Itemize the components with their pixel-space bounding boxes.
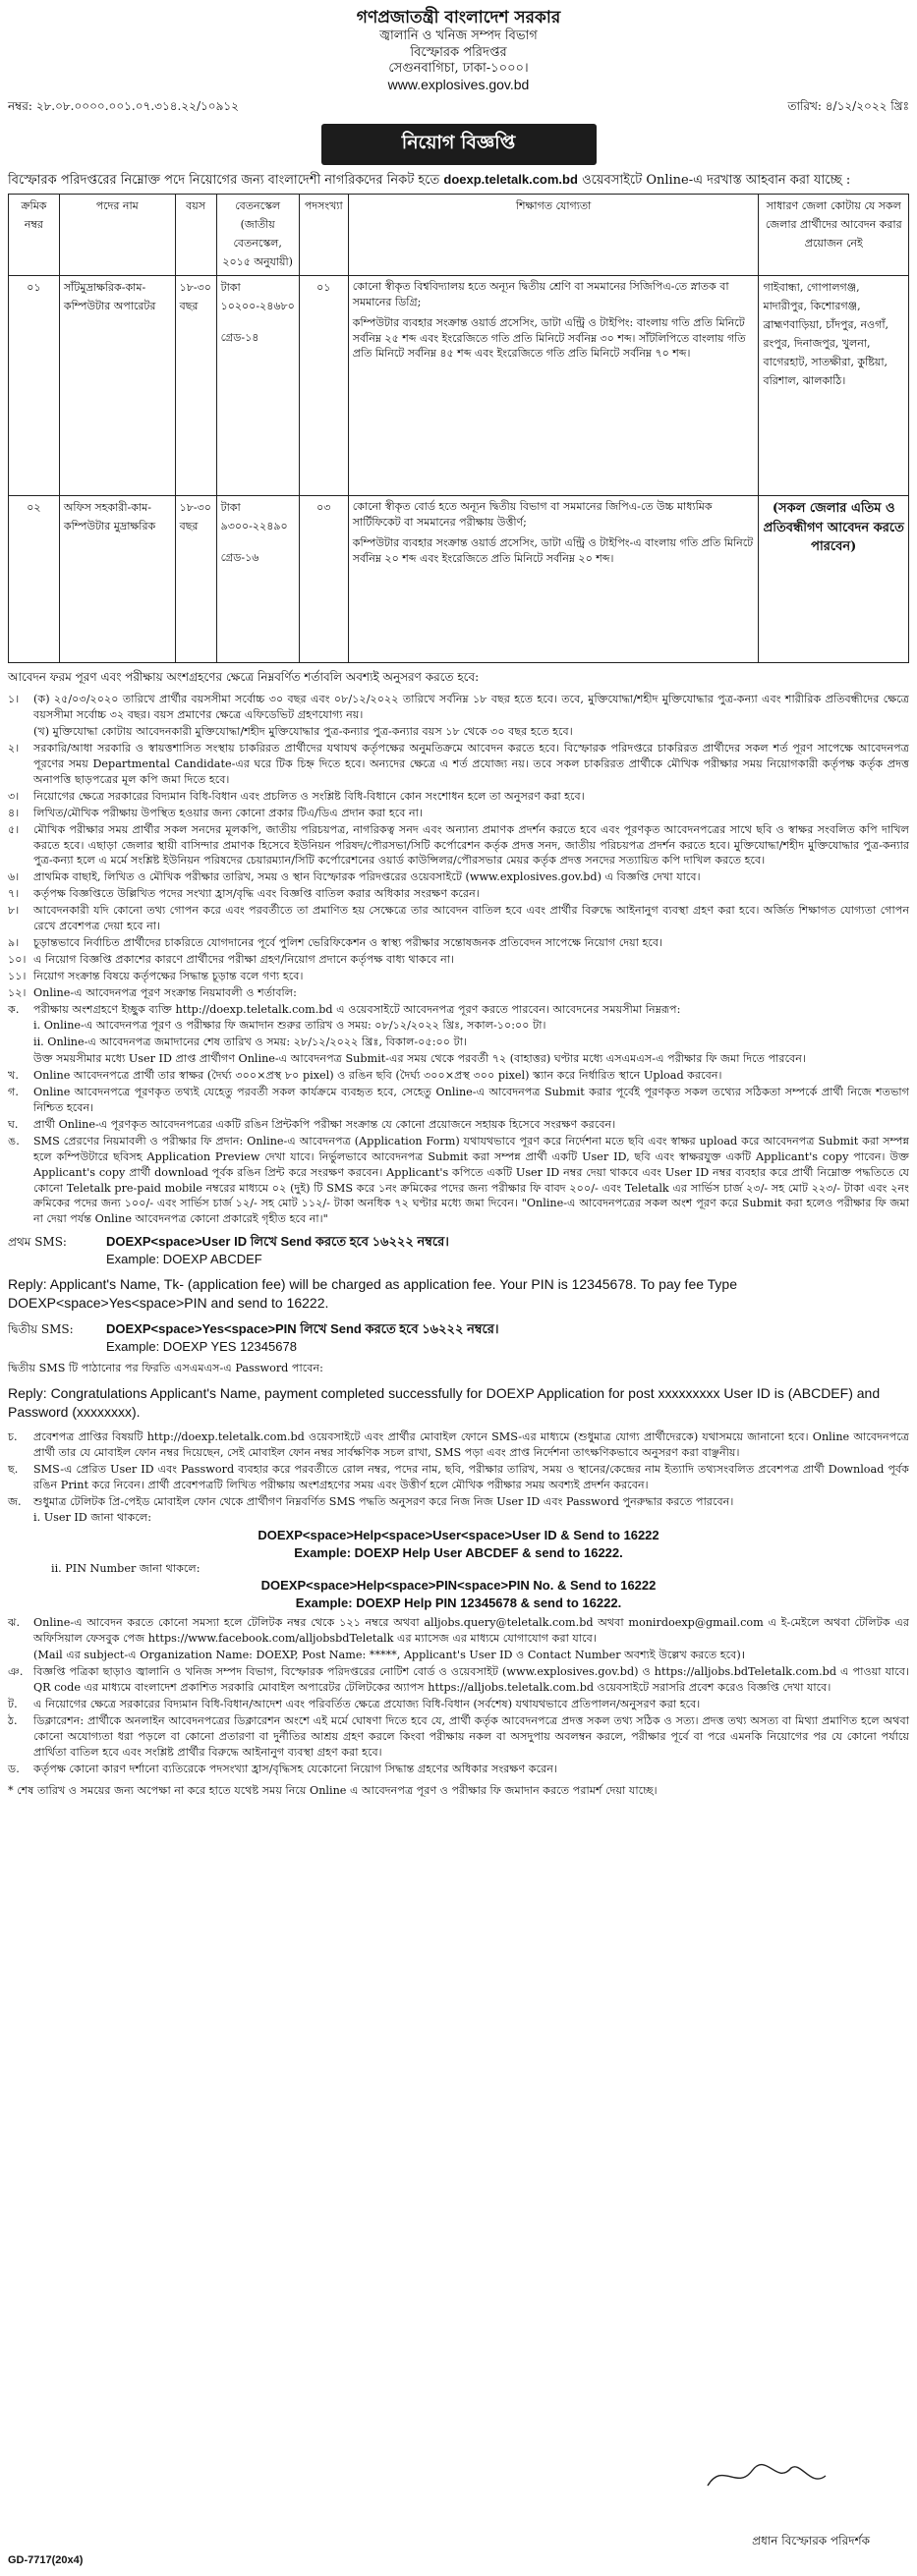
qualification-education: কোনো স্বীকৃত বিশ্ববিদ্যালয় হতে অন্যূন দ্বিতীয় শ্রেণি বা সমমানের সিজিপিএ-তে স্নাতক বা সমমানের ডিগ্রি; [352, 280, 729, 308]
memo-line [8, 98, 909, 118]
list-item-text: ডিক্লারেশন: প্রার্থীকে অনলাইন আবেদনপত্রের ডিক্লারেশন অংশে এই মর্মে ঘোষণা দিতে হবে যে, প্রার্থী কর্তৃক আবেদনপত্রে প্রদত্ত সকল তথ্য সঠিক ও সত্য। প্রদত্ত তথ্য অসত্য বা মিথ্যা প্রমাণিত হলে অথবা কোনো অযোগ্যতা ধরা পড়লে বা কোনো প্রতারণা বা দুর্নীতির আশ্রয় গ্রহণ করলে কিংবা পরীক্ষায় নকল বা অসদুপায় অবলম্বন করলে, পরীক্ষার পূর্বে বা পরে এমনকি নিয়োগের পর যে কোনো পর্যায়ে প্রার্থিতা বাতিল হবে এবং সংশ্লিষ্ট প্রার্থীর বিরুদ্ধে আইনানুগ ব্যবস্থা গ্রহণ করা হবে। [33, 1713, 909, 1759]
closing-note: * শেষ তারিখ ও সময়ের জন্য অপেক্ষা না করে হাতে যথেষ্ট সময় নিয়ে Online এ আবেদনপত্র পূরণ ও পরীক্ষার ফি জমাদান করতে পরামর্শ দেয়া যাচ্ছে। [8, 1783, 658, 1797]
list-item [8, 1664, 909, 1696]
pin-recovery-label: ii. PIN Number জানা থাকলে: [51, 1562, 201, 1576]
list-item [8, 741, 909, 788]
list-item-number [8, 724, 33, 740]
list-item [8, 1713, 909, 1761]
list-item-number [8, 1018, 33, 1034]
conditions-title: আবেদন ফরম পূরণ এবং পরীক্ষায় অংশগ্রহণের ক্ষেত্রে নিম্নবর্ণিত শর্তাবলি অবশ্যই অনুসরণ করতে হবে: [8, 670, 480, 685]
list-item-number: ঝ. [8, 1616, 21, 1630]
list-item [8, 1051, 909, 1067]
user-id-recovery-example: Example: DOEXP Help User ABCDEF & send to 16222. [294, 1544, 623, 1560]
list-item-number: খ. [8, 1069, 19, 1083]
list-item [8, 1134, 909, 1227]
conditions-list [8, 692, 909, 1227]
qualification-computer: কম্পিউটার ব্যবহার সংক্রান্ত ওয়ার্ড প্রসেসিং, ডাটা এন্ট্রি ও টাইপিং-এ বাংলায় গতি প্রতি মিনিটে সর্বনিম্ন ২০ শব্দ এবং ইংরেজিতে প্রতি মিনিটে সর্বনিম্ন ২০ শব্দ। [352, 536, 754, 565]
list-item-text: SMS প্রেরণের নিয়মাবলী ও পরীক্ষার ফি প্রদান: Online-এ আবেদনপত্র (Application Form) যথাযথভাবে পূরণ করে নির্দেশনা মতে ছবি এবং স্বাক্ষর upload করে আবেদনপত্র Submit করা সম্পন্ন হলে কম্পিউটারে ছবিসহ Application Preview দেখা যাবে। নির্ভুলভাবে আবেদনপত্র Submit করা সম্পন্ন প্রার্থী একটি User ID, ছবি এবং স্বাক্ষরযুক্ত একটি Applicant's copy পাবেন। উক্ত Applicant's copy প্রার্থী download পূর্বক রঙিন প্রিন্ট করে সংরক্ষণ করবেন। Applicant's কপিতে একটি User ID নম্বর দেয়া থাকবে এবং User ID নম্বর ব্যবহার করে প্রার্থী নিম্নোক্ত পদ্ধতিতে যে কোনো Teletalk pre-paid mobile নম্বরের মাধ্যমে ০২ (দুই) টি SMS করে ১নং ক্রমিকের পদের জন্য পরীক্ষার ফি বাবদ ২০০/- এবং Teletalk এর সার্ভিস চার্জ ২৩/- সহ মোট ২২৩/- টাকা এবং ২নং ক্রমিকের পদের জন্য ১০০/- এবং সার্ভিস চার্জ ১২/- সহ মোট ১১২/- টাকা অনধিক ৭২ ঘণ্টার মধ্যে জমা দিবেন। "Online-এ আবেদনপত্রের সকল অংশ পূরণ করে Submit করা হলেও পরীক্ষার ফি জমা না দেয়া পর্যন্ত Online আবেদনপত্র কোনো প্রকারেই গৃহীত হবে না।" [33, 1134, 909, 1226]
list-item [8, 692, 909, 723]
first-sms-text: DOEXP<space>User ID লিখে Send করতে হবে ১৬২২২ নম্বরে। [106, 1234, 449, 1250]
signature [703, 2456, 870, 2495]
list-item-number: ১২। [8, 985, 27, 999]
list-item [8, 1762, 909, 1777]
list-item-text: লিখিত/মৌখিক পরীক্ষায় উপস্থিত হওয়ার জন্য কোনো প্রকার টিএ/ডিএ প্রদান করা হবে না। [33, 806, 423, 819]
list-item-number: জ. [8, 1494, 22, 1508]
table-row [9, 496, 909, 663]
pin-recovery-code: DOEXP<space>Help<space>PIN<space>PIN No. & Send to 16222 [260, 1578, 657, 1594]
intro-text-before: বিস্ফোরক পরিদপ্তরের নিম্নোক্ত পদে নিয়োগের জন্য বাংলাদেশী নাগরিকদের নিকট হতে [8, 172, 440, 188]
second-sms-note: দ্বিতীয় SMS টি পাঠানোর পর ফিরতি এসএমএস-এ Password পাবেন: [8, 1362, 323, 1375]
list-item [8, 1085, 909, 1116]
list-item-number: ড. [8, 1762, 20, 1775]
second-sms-reply: Reply: Congratulations Applicant's Name, payment completed successfully for DOEXP Application for post xxxxxxxxx User ID is (ABCDEF) and Password (xxxxxxxx). [8, 1385, 881, 1421]
list-item-number: ৭। [8, 887, 20, 901]
list-item-text: নিয়োগ সংক্রান্ত বিষয়ে কর্তৃপক্ষের সিদ্ধান্ত চূড়ান্ত বলে গণ্য হবে। [33, 969, 304, 982]
list-item-text: প্রার্থী Online-এ পূরণকৃত আবেদনপত্রের একটি রঙিন প্রিন্টকপি পরীক্ষা সংক্রান্ত যে কোনো প্রয়োজনে সহায়ক হিসেবে সংরক্ষণ করবেন। [33, 1117, 616, 1131]
list-item-number: ঘ. [8, 1117, 19, 1131]
col-districts: সাধারণ জেলা কোটায় যে সকল জেলার প্রার্থীদের আবেদন করার প্রয়োজন নেই [759, 195, 909, 276]
govt-name: গণপ্রজাতন্ত্রী বাংলাদেশ সরকার [356, 8, 561, 28]
list-item-text: পরীক্ষায় অংশগ্রহণে ইচ্ছুক ব্যক্তি http://doexp.teletalk.com.bd এ ওয়েবসাইটে আবেদনপত্র পূরণ করতে পারবেন। আবেদনের সময়সীমা নিম্নরূপ: [33, 1002, 681, 1016]
list-item [8, 935, 909, 951]
list-item-text: ii. Online-এ আবেদনপত্র জমাদানের শেষ তারিখ ও সময়: ২৮/১২/২০২২ খ্রিঃ, বিকাল-০৫:০০ টা। [33, 1036, 467, 1049]
page-title: নিয়োগ বিজ্ঞপ্তি [321, 124, 597, 165]
list-item-number [8, 1648, 33, 1663]
list-item-text: i. User ID জানা থাকলে: [33, 1511, 151, 1525]
list-item [8, 903, 909, 934]
conditions-list-2 [8, 1429, 909, 1526]
list-item [8, 1462, 909, 1493]
list-item-text: বিজ্ঞপ্তি পত্রিকা ছাড়াও জ্বালানি ও খনিজ সম্পদ বিভাগ, বিস্ফোরক পরিদপ্তরের নোটিশ বোর্ড ও ওয়েবসাইট (www.explosives.gov.bd) ও https://alljobs.bdTeletalk.com.bd এ পাওয়া যাবে। QR code এর মাধ্যমে বাংলাদেশ প্রকাশিত সরকারি মোবাইল অপারেটর টেলিটকের অ্যাপস https://alljobs.teletalk.com.bd ওয়েবসাইটে সরাসরি প্রবেশ করেও বিজ্ঞপ্তি দেখা যাবে। [33, 1665, 909, 1695]
list-item-number: ট. [8, 1697, 18, 1710]
header [8, 8, 909, 94]
list-item-text: (Mail এর subject-এ Organization Name: DOEXP, Post Name: *****, Applicant's User ID ও Contact Number অবশ্যই উল্লেখ করতে হবে)। [33, 1649, 745, 1662]
cell-serial: ০২ [9, 496, 60, 663]
memo-date: তারিখ: ৪/১২/২০২২ খ্রিঃ [787, 98, 909, 113]
list-item [8, 822, 909, 869]
list-item-text: প্রবেশপত্র প্রাপ্তির বিষয়টি http://doexp.teletalk.com.bd ওয়েবসাইটে এবং প্রার্থীর মোবাইল ফোনে SMS-এর মাধ্যমে (শুধুমাত্র যোগ্য প্রার্থীদেরকে) যথাসময়ে জানানো হবে। Online আবেদনপত্রে প্রার্থী তার যে মোবাইল ফোন নম্বর দিয়েছেন, সেই মোবাইল ফোন নম্বর সার্বক্ষণিক সচল রাখা, SMS পড়া এবং প্রাপ্ত নির্দেশনা তাৎক্ষণিকভাবে অনুসরণ করা বাঞ্ছনীয়। [33, 1429, 909, 1459]
list-item [8, 1494, 909, 1510]
cell-serial: ০১ [9, 276, 60, 496]
intro-link[interactable]: doexp.teletalk.com.bd [443, 171, 578, 187]
list-item [8, 1429, 909, 1461]
list-item-number: ৯। [8, 935, 20, 949]
list-item-text: Online আবেদনপত্রে পূরণকৃত তথ্যই যেহেতু পরবর্তী সকল কার্যক্রমে ব্যবহৃত হবে, সেহেতু Online-এ আবেদনপত্র Submit করার পূর্বেই পূরণকৃত সকল তথ্যের সঠিকতা সম্পর্কে প্রার্থী নিজে শতভাগ নিশ্চিত হবেন। [33, 1086, 909, 1114]
list-item-text: (খ) মুক্তিযোদ্ধা কোটায় আবেদনকারী মুক্তিযোদ্ধা/শহীদ মুক্তিযোদ্ধার পুত্র-কন্যার পুত্র-কন্যার বয়স ১৮ থেকে ৩০ বছর হতে হবে। [33, 725, 573, 739]
list-item-text: Online-এ আবেদনপত্র পূরণ সংক্রান্ত নিয়মাবলী ও শর্তাবলি: [33, 985, 297, 999]
cell-post: সাঁটমুদ্রাক্ষরিক-কাম-কম্পিউটার অপারেটর [59, 276, 175, 496]
notice-page [8, 0, 909, 2566]
col-qualification: শিক্ষাগত যোগ্যতা [348, 195, 759, 276]
first-sms-block [8, 1233, 909, 1267]
list-item-text: নিয়োগের ক্ষেত্রে সরকারের বিদ্যমান বিধি-বিধান এবং প্রচলিত ও সংশ্লিষ্ট বিধি-বিধানে কোন সংশোধন হলে তা অনুসরণ করা হবে। [33, 789, 585, 803]
list-item-text: কর্তৃপক্ষ কোনো কারণ দর্শানো ব্যতিরেকে পদসংখ্যা হ্রাস/বৃদ্ধিসহ যেকোনো নিয়োগ সিদ্ধান্ত গ্রহণের অধিকার সংরক্ষণ করেন। [33, 1762, 557, 1775]
table-row [9, 276, 909, 496]
list-item-text: কর্তৃপক্ষ বিজ্ঞপ্তিতে উল্লিখিত পদের সংখ্যা হ্রাস/বৃদ্ধি এবং বিজ্ঞপ্তি বাতিল করার অধিকার সংরক্ষণ করেন। [33, 887, 480, 901]
cell-post: অফিস সহকারী-কাম-কম্পিউটার মুদ্রাক্ষরিক [59, 496, 175, 663]
list-item-number [8, 1510, 33, 1526]
first-sms-label: প্রথম SMS: [8, 1235, 67, 1250]
website[interactable]: www.explosives.gov.bd [387, 77, 530, 92]
list-item [8, 869, 909, 885]
list-item [8, 789, 909, 805]
list-item [8, 806, 909, 821]
col-count: পদসংখ্যা [299, 195, 348, 276]
list-item-text: এ নিয়োগ বিজ্ঞপ্তি প্রকাশের কারণে প্রার্থীদের পরীক্ষা গ্রহণ/নিয়োগ প্রদানে কর্তৃপক্ষ বাধ্য থাকবে না। [33, 952, 455, 966]
scale-grade: গ্রেড-১৬ [220, 551, 259, 565]
scale-amount: টাকা ১০২০০-২৪৬৮০ [220, 281, 295, 313]
list-item [8, 952, 909, 968]
list-item [8, 1068, 909, 1084]
list-item [8, 1018, 909, 1034]
col-serial: ক্রমিক নম্বর [9, 195, 60, 276]
list-item [8, 1117, 909, 1133]
cell-scale [216, 276, 299, 496]
list-item-number: ঠ. [8, 1713, 18, 1727]
list-item-text: প্রাথমিক বাছাই, লিখিত ও মৌখিক পরীক্ষার তারিখ, সময় ও স্থান বিস্ফোরক পরিদপ্তরের ওয়েবসাইটে (www.explosives.gov.bd) এ বিজ্ঞপ্তি দেখা যাবে। [33, 870, 701, 884]
cell-scale [216, 496, 299, 663]
scale-amount: টাকা ৯৩০০-২২৪৯০ [220, 501, 288, 533]
list-item [8, 1035, 909, 1050]
second-sms-example: Example: DOEXP YES 12345678 [106, 1338, 297, 1354]
list-item-number: ঞ. [8, 1665, 24, 1679]
list-item-text: (ক) ২৫/০৩/২০২০ তারিখে প্রার্থীর বয়সসীমা সর্বোচ্চ ৩০ বছর এবং ০৮/১২/২০২২ তারিখে সর্বনিম্ন ১৮ বছর হতে হবে। তবে, মুক্তিযোদ্ধা/শহীদ মুক্তিযোদ্ধার পুত্র-কন্যা এবং শারীরিক প্রতিবন্ধীদের ক্ষেত্রে বয়সসীমা সর্বোচ্চ ৩২ বছর। বয়স প্রমাণের ক্ষেত্রে এফিডেভিট গ্রহণযোগ্য নয়। [33, 693, 909, 722]
qualification-computer: কম্পিউটার ব্যবহার সংক্রান্ত ওয়ার্ড প্রসেসিং, ডাটা এন্ট্রি ও টাইপিং: বাংলায় গতি প্রতি মিনিটে সর্বনিম্ন ২৫ শব্দ এবং ইংরেজিতে গতি প্রতি মিনিটে সর্বনিম্ন ৩০ শব্দ। সাঁটলিপিতে বাংলায় গতি প্রতি মিনিটে সর্বনিম্ন ৪৫ শব্দ এবং ইংরেজিতে গতি প্রতি মিনিটে সর্বনিম্ন ৭০ শব্দ। [352, 316, 746, 360]
list-item-text: আবেদনকারী যদি কোনো তথ্য গোপন করে এবং পরবর্তীতে তা প্রমাণিত হয় সেক্ষেত্রে তার আবেদন বাতিল হবে এবং প্রার্থীর বিরুদ্ধে আইনানুগ ব্যবস্থা গ্রহণ করা হবে। অর্জিত শিক্ষাগত যোগ্যতা গোপন রেখে প্রবেশপত্র দেয়া হবে না। [33, 904, 909, 933]
list-item-number: ৪। [8, 806, 20, 819]
first-sms-example: Example: DOEXP ABCDEF [106, 1251, 262, 1266]
list-item [8, 1615, 909, 1647]
list-item [8, 1002, 909, 1018]
office-name: বিস্ফোরক পরিদপ্তর [410, 44, 507, 60]
scale-grade: গ্রেড-১৪ [220, 331, 259, 345]
list-item-number: ৩। [8, 789, 20, 803]
designation: প্রধান বিস্ফোরক পরিদর্শক [752, 2534, 870, 2548]
first-sms-reply: Reply: Applicant's Name, Tk- (application fee) will be charged as application fee. Your PIN is 12345678. To pay fee Type DOEXP<space>Yes<space>PIN and send to 16222. [8, 1276, 738, 1312]
list-item [8, 1510, 909, 1526]
cell-districts: (সকল জেলার এতিম ও প্রতিবন্ধীগণ আবেদন করতে পারবেন) [759, 496, 909, 663]
list-item [8, 1648, 909, 1663]
list-item-number [8, 1035, 33, 1050]
list-item [8, 724, 909, 740]
list-item-number: ছ. [8, 1462, 19, 1476]
list-item-text: Online-এ আবেদন করতে কোনো সমস্যা হলে টেলিটক নম্বর থেকে ১২১ নম্বরে অথবা alljobs.query@teletalk.com.bd অথবা monirdoexp@gmail.com এ ই-মেইলে অথবা টেলিটক এর অফিসিয়াল ফেসবুক পেজ https://www.facebook.com/alljobsbdTeletalk এর ম্যাসেজ এর মাধ্যমে যোগাযোগ করা যাবে। [33, 1616, 909, 1646]
list-item [8, 1697, 909, 1712]
cell-qualification [348, 276, 759, 496]
col-post: পদের নাম [59, 195, 175, 276]
division-name: জ্বালানি ও খনিজ সম্পদ বিভাগ [379, 28, 538, 44]
list-item-number: ১০। [8, 952, 27, 966]
table-header-row [9, 195, 909, 276]
list-item-text: উক্ত সময়সীমার মধ্যে User ID প্রাপ্ত প্রার্থীগণ Online-এ আবেদনপত্র Submit-এর সময় থেকে পরবর্তী ৭২ (বাহাত্তর) ঘণ্টার মধ্যে এসএমএস-এ পরীক্ষার ফি জমা দিতে পারবেন। [33, 1052, 806, 1066]
cell-districts: গাইবান্ধা, গোপালগঞ্জ, মাদারীপুর, কিশোরগঞ্জ, ব্রাহ্মণবাড়িয়া, চাঁদপুর, নওগাঁ, রংপুর, দিনাজপুর, খুলনা, বাগেরহাট, সাতক্ষীরা, কুষ্টিয়া, বরিশাল, ঝালকাঠি। [759, 276, 909, 496]
list-item-text: চূড়ান্তভাবে নির্বাচিত প্রার্থীদের চাকরিতে যোগদানের পূর্বে পুলিশ ভেরিফিকেশন ও স্বাস্থ্য পরীক্ষার সন্তোষজনক প্রতিবেদন সাপেক্ষে নিয়োগ দেয়া হবে। [33, 935, 663, 949]
list-item-number [8, 1051, 33, 1067]
list-item [8, 985, 909, 1001]
posts-table [8, 194, 909, 663]
list-item-number: ৮। [8, 904, 20, 918]
second-sms-block [8, 1320, 909, 1355]
list-item [8, 886, 909, 902]
list-item-number: গ. [8, 1086, 19, 1099]
cell-count: ০১ [299, 276, 348, 496]
cell-count: ০৩ [299, 496, 348, 663]
list-item-number: ক. [8, 1002, 20, 1016]
intro-paragraph [8, 171, 909, 191]
list-item-text: সরকারি/আধা সরকারি ও স্বায়ত্তশাসিত সংস্থায় চাকরিরত প্রার্থীদের যথাযথ কর্তৃপক্ষের অনুমতিক্রমে আবেদন করতে হবে। বিস্ফোরক পরিদপ্তরে চাকরিরত প্রার্থীদের সকল শর্ত পূরণ সাপেক্ষে আবেদনপত্র পূরণের সময় Departmental Candidate-এর ঘরে টিক চিহ্ন দিতে হবে। অন্যদের ক্ষেত্রে এ শর্ত প্রযোজ্য নয়। তবে সকল চাকরিরত প্রার্থীকে মৌখিক পরীক্ষার সময় নিয়োগকারী কর্তৃপক্ষ কর্তৃক প্রদত্ত অনাপত্তি ছাড়পত্রের মূল কপি জমা দিতে হবে। [33, 742, 909, 786]
list-item-text: SMS-এ প্রেরিত User ID এবং Password ব্যবহার করে পরবর্তীতে রোল নম্বর, পদের নাম, ছবি, পরীক্ষার তারিখ, সময় ও স্থানের/কেন্দ্রের নাম ইত্যাদি তথ্যসংবলিত প্রবেশপত্র প্রার্থী Download পূর্বক রঙিন Print করে নিবেন। প্রার্থী প্রবেশপত্রটি লিখিত পরীক্ষায় অংশগ্রহণের সময় এবং উত্তীর্ণ হলে মৌখিক পরীক্ষার সময় অবশ্যই প্রদর্শন করবেন। [33, 1462, 909, 1491]
list-item-text: Online আবেদনপত্রে প্রার্থী তার স্বাক্ষর (দৈর্ঘ্য ৩০০×প্রস্থ ৮০ pixel) ও রঙিন ছবি (দৈর্ঘ্য ৩০০×প্রস্থ ৩০০ pixel) স্ক্যান করে নির্ধারিত স্থানে Upload করবেন। [33, 1069, 722, 1083]
list-item-number: চ. [8, 1429, 18, 1443]
second-sms-label: দ্বিতীয় SMS: [8, 1322, 74, 1337]
list-item-text: i. Online-এ আবেদনপত্র পূরণ ও পরীক্ষার ফি জমাদান শুরুর তারিখ ও সময়: ০৮/১২/২০২২ খ্রিঃ, সকাল-১০:০০ টা। [33, 1019, 546, 1033]
list-item-number: ঙ. [8, 1134, 20, 1148]
intro-text-after: ওয়েবসাইটে Online-এ দরখাস্ত আহবান করা যাচ্ছে : [582, 172, 851, 188]
list-item-number: ১। [8, 693, 20, 706]
cell-qualification [348, 496, 759, 663]
col-age: বয়স [175, 195, 216, 276]
list-item-number: ৬। [8, 870, 20, 884]
list-item-number: ৫। [8, 822, 20, 836]
cell-age: ১৮-৩০ বছর [175, 496, 216, 663]
list-item-text: মৌখিক পরীক্ষার সময় প্রার্থীর সকল সনদের মূলকপি, জাতীয় পরিচয়পত্র, নাগরিকত্ব সনদ এবং অন্যান্য প্রমাণক প্রদর্শন করতে হবে এবং পূরণকৃত আবেদনপত্রের সাথে ছবি ও স্বাক্ষর সংবলিত কপি দাখিল করতে হবে। এছাড়া জেলার স্থায়ী বাসিন্দার প্রমাণক হিসেবে ইউনিয়ন পরিষদ/পৌরসভা/সিটি কর্পোরেশন কর্তৃক প্রদত্ত সনদ, জাতীয় পরিচয়পত্র প্রদর্শন করতে হবে। মুক্তিযোদ্ধা/শহীদ মুক্তিযোদ্ধার পুত্র-কন্যার পুত্র-কন্যা হলে এ মর্মে সংশ্লিষ্ট ইউনিয়ন পরিষদের চেয়ারম্যান/সিটি কর্পোরেশনের ওয়ার্ড কাউন্সিলর/পৌরসভার মেয়র কর্তৃক প্রদত্ত সনদের সত্যায়িত কপি দাখিল করতে হবে। [33, 822, 909, 868]
cell-age: ১৮-৩০ বছর [175, 276, 216, 496]
qualification-education: কোনো স্বীকৃত বোর্ড হতে অন্যূন দ্বিতীয় বিভাগ বা সমমানের জিপিএ-তে উচ্চ মাধ্যমিক সার্টিফিকেট বা সমমানের পরীক্ষায় উত্তীর্ণ; [352, 500, 713, 529]
list-item-number: ২। [8, 742, 20, 756]
office-address: সেগুনবাগিচা, ঢাকা-১০০০। [388, 60, 529, 76]
user-id-recovery-code: DOEXP<space>Help<space>User<space>User ID & Send to 16222 [258, 1528, 659, 1543]
list-item-number: ১১। [8, 969, 27, 982]
list-item [8, 969, 909, 984]
conditions-list-3 [8, 1615, 909, 1776]
list-item-text: শুধুমাত্র টেলিটক প্রি-পেইড মোবাইল ফোন থেকে প্রার্থীগণ নিম্নবর্ণিত SMS পদ্ধতি অনুসরণ করে নিজ নিজ User ID এবং Password পুনরুদ্ধার করতে পারবেন। [33, 1494, 734, 1508]
col-scale: বেতনস্কেল (জাতীয় বেতনস্কেল, ২০১৫ অনুযায়ী) [216, 195, 299, 276]
memo-number: নম্বর: ২৮.০৮.০০০০.০০১.০৭.৩১৪.২২/১০৯১২ [8, 98, 239, 113]
second-sms-text: DOEXP<space>Yes<space>PIN লিখে Send করতে হবে ১৬২২২ নম্বরে। [106, 1321, 499, 1337]
gd-number: GD-7717(20x4) [8, 2554, 84, 2566]
pin-recovery-example: Example: DOEXP Help PIN 12345678 & send to 16222. [295, 1595, 622, 1610]
list-item-text: এ নিয়োগের ক্ষেত্রে সরকারের বিদ্যমান বিধি-বিধান/আদেশ এবং পরিবর্তিত ক্ষেত্রে প্রযোজ্য বিধি-বিধান (সর্বশেষ) যথাযথভাবে প্রতিপালন/অনুসরণ করা হবে। [33, 1697, 701, 1710]
